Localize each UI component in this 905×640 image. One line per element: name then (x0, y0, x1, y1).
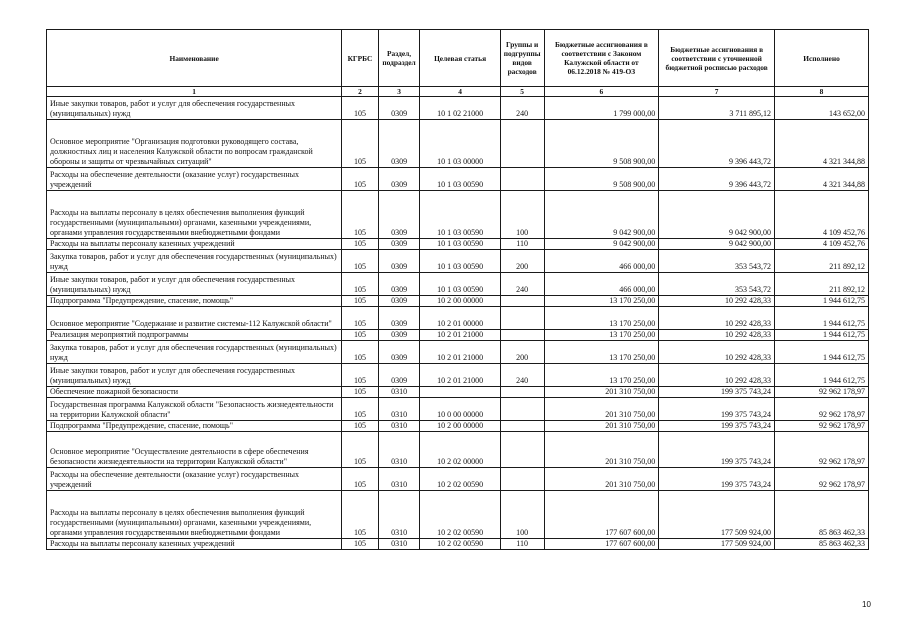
table-cell-section: 0309 (378, 250, 420, 273)
column-number-row (47, 87, 869, 97)
table-cell-refined-allocation: 9 042 900,00 (659, 191, 775, 239)
table-cell-expense-group: 110 (500, 239, 544, 250)
table-cell-name: Расходы на выплаты персоналу казенных учреждений (47, 239, 342, 250)
table-cell-section: 0309 (378, 341, 420, 364)
column-number: 2 (342, 87, 379, 97)
table-cell-kgrbs: 105 (342, 421, 379, 432)
table-cell-law-allocation: 201 310 750,00 (544, 432, 659, 468)
table-cell-refined-allocation: 177 509 924,00 (659, 539, 775, 550)
table-cell-executed: 92 962 178,97 (775, 387, 869, 398)
table-cell-target-article: 10 2 02 00000 (420, 432, 500, 468)
table-cell-refined-allocation: 353 543,72 (659, 273, 775, 296)
table-cell-target-article: 10 1 03 00590 (420, 168, 500, 191)
table-cell-name: Расходы на обеспечение деятельности (оказание услуг) государственных учреждений (47, 168, 342, 191)
table-cell-refined-allocation: 9 042 900,00 (659, 239, 775, 250)
column-number: 5 (500, 87, 544, 97)
column-number: 4 (420, 87, 500, 97)
table-cell-law-allocation: 177 607 600,00 (544, 539, 659, 550)
table-cell-law-allocation: 9 042 900,00 (544, 191, 659, 239)
table-cell-law-allocation: 466 000,00 (544, 250, 659, 273)
table-cell-kgrbs: 105 (342, 398, 379, 421)
table-cell-executed: 4 109 452,76 (775, 239, 869, 250)
table-cell-refined-allocation: 199 375 743,24 (659, 421, 775, 432)
table-cell-kgrbs: 105 (342, 432, 379, 468)
table-cell-law-allocation: 1 799 000,00 (544, 97, 659, 120)
table-cell-refined-allocation: 10 292 428,33 (659, 296, 775, 307)
table-cell-section: 0310 (378, 468, 420, 491)
table-cell-target-article: 10 0 00 00000 (420, 398, 500, 421)
table-cell-target-article: 10 1 03 00590 (420, 250, 500, 273)
table-cell-refined-allocation: 353 543,72 (659, 250, 775, 273)
table-cell-section: 0309 (378, 330, 420, 341)
table-cell-law-allocation: 201 310 750,00 (544, 398, 659, 421)
table-row (47, 168, 869, 191)
table-row (47, 273, 869, 296)
table-cell-refined-allocation: 10 292 428,33 (659, 307, 775, 330)
table-cell-name: Иные закупки товаров, работ и услуг для обеспечения государственных (муниципальных) нужд (47, 273, 342, 296)
table-cell-executed: 211 892,12 (775, 250, 869, 273)
table-cell-expense-group: 240 (500, 364, 544, 387)
header-executed: Исполнено (775, 30, 869, 87)
table-cell-expense-group: 240 (500, 273, 544, 296)
table-row (47, 539, 869, 550)
table-cell-name: Основное мероприятие "Организация подготовки руководящего состава, должностных лиц и населения Калужской области по вопросам гражданской обороны и защиты от чрезвычайных ситуаций" (47, 120, 342, 168)
table-cell-refined-allocation: 199 375 743,24 (659, 468, 775, 491)
table-cell-executed: 143 652,00 (775, 97, 869, 120)
table-cell-executed: 4 321 344,88 (775, 168, 869, 191)
header-kgrbs: КГРБС (342, 30, 379, 87)
table-cell-name: Основное мероприятие "Содержание и развитие системы-112 Калужской области" (47, 307, 342, 330)
table-cell-kgrbs: 105 (342, 97, 379, 120)
table-cell-law-allocation: 9 508 900,00 (544, 168, 659, 191)
table-cell-name: Расходы на выплаты персоналу казенных учреждений (47, 539, 342, 550)
table-row (47, 491, 869, 539)
table-cell-executed: 92 962 178,97 (775, 421, 869, 432)
table-row (47, 421, 869, 432)
table-cell-section: 0309 (378, 97, 420, 120)
table-cell-section: 0310 (378, 539, 420, 550)
table-cell-kgrbs: 105 (342, 330, 379, 341)
table-cell-name: Закупка товаров, работ и услуг для обеспечения государственных (муниципальных) нужд (47, 341, 342, 364)
table-cell-name: Подпрограмма "Предупреждение, спасение, помощь" (47, 296, 342, 307)
table-cell-refined-allocation: 177 509 924,00 (659, 491, 775, 539)
table-row (47, 296, 869, 307)
table-cell-kgrbs: 105 (342, 539, 379, 550)
table-cell-refined-allocation: 10 292 428,33 (659, 341, 775, 364)
table-cell-kgrbs: 105 (342, 491, 379, 539)
table-cell-target-article (420, 387, 500, 398)
table-cell-name: Реализация мероприятий подпрограммы (47, 330, 342, 341)
table-cell-target-article: 10 1 03 00000 (420, 120, 500, 168)
table-cell-expense-group: 200 (500, 250, 544, 273)
table-row (47, 387, 869, 398)
table-cell-executed: 85 863 462,33 (775, 491, 869, 539)
table-cell-executed: 211 892,12 (775, 273, 869, 296)
budget-table (46, 29, 869, 550)
table-cell-name: Основное мероприятие "Осуществление деятельности в сфере обеспечения безопасности жизнедеятельности на территории Калужской области" (47, 432, 342, 468)
table-cell-target-article: 10 1 03 00590 (420, 191, 500, 239)
table-cell-section: 0309 (378, 307, 420, 330)
table-cell-executed: 85 863 462,33 (775, 539, 869, 550)
table-row (47, 250, 869, 273)
table-cell-refined-allocation: 9 396 443,72 (659, 120, 775, 168)
table-cell-expense-group (500, 330, 544, 341)
table-cell-expense-group: 100 (500, 491, 544, 539)
table-cell-refined-allocation: 199 375 743,24 (659, 432, 775, 468)
table-cell-executed: 1 944 612,75 (775, 341, 869, 364)
table-cell-refined-allocation: 199 375 743,24 (659, 387, 775, 398)
table-cell-law-allocation: 201 310 750,00 (544, 468, 659, 491)
table-cell-expense-group (500, 307, 544, 330)
table-cell-name: Иные закупки товаров, работ и услуг для обеспечения государственных (муниципальных) нужд (47, 97, 342, 120)
table-cell-law-allocation: 9 042 900,00 (544, 239, 659, 250)
table-cell-section: 0310 (378, 398, 420, 421)
table-row (47, 468, 869, 491)
table-cell-kgrbs: 105 (342, 296, 379, 307)
table-cell-name: Расходы на обеспечение деятельности (оказание услуг) государственных учреждений (47, 468, 342, 491)
table-cell-section: 0309 (378, 239, 420, 250)
table-cell-name: Государственная программа Калужской области "Безопасность жизнедеятельности на территории Калужской области" (47, 398, 342, 421)
table-cell-expense-group (500, 468, 544, 491)
header-refined-allocations: Бюджетные ассигнования в соответствии с уточненной бюджетной росписью расходов (659, 30, 775, 87)
table-cell-target-article: 10 2 02 00590 (420, 468, 500, 491)
table-row (47, 120, 869, 168)
header-law-allocations: Бюджетные ассигнования в соответствии с Законом Калужской области от 06.12.2018 № 419-ОЗ (544, 30, 659, 87)
table-cell-target-article: 10 1 03 00590 (420, 239, 500, 250)
table-cell-section: 0309 (378, 296, 420, 307)
header-section: Раздел, подраздел (378, 30, 420, 87)
column-number: 8 (775, 87, 869, 97)
page-number: 10 (862, 600, 871, 609)
column-number: 6 (544, 87, 659, 97)
table-cell-target-article: 10 1 02 21000 (420, 97, 500, 120)
table-cell-target-article: 10 2 00 00000 (420, 296, 500, 307)
table-cell-kgrbs: 105 (342, 120, 379, 168)
table-cell-expense-group (500, 432, 544, 468)
table-cell-law-allocation: 13 170 250,00 (544, 364, 659, 387)
table-cell-section: 0310 (378, 387, 420, 398)
table-row (47, 330, 869, 341)
header-name: Наименование (47, 30, 342, 87)
table-cell-law-allocation: 13 170 250,00 (544, 341, 659, 364)
table-cell-law-allocation: 9 508 900,00 (544, 120, 659, 168)
table-cell-refined-allocation: 10 292 428,33 (659, 364, 775, 387)
table-cell-executed: 92 962 178,97 (775, 432, 869, 468)
table-cell-target-article: 10 2 01 21000 (420, 364, 500, 387)
table-cell-kgrbs: 105 (342, 468, 379, 491)
table-row (47, 239, 869, 250)
table-cell-kgrbs: 105 (342, 273, 379, 296)
table-cell-target-article: 10 2 01 00000 (420, 307, 500, 330)
table-cell-expense-group (500, 387, 544, 398)
table-row (47, 191, 869, 239)
table-cell-kgrbs: 105 (342, 307, 379, 330)
table-cell-executed: 1 944 612,75 (775, 307, 869, 330)
table-cell-name: Иные закупки товаров, работ и услуг для обеспечения государственных (муниципальных) нужд (47, 364, 342, 387)
table-cell-target-article: 10 1 03 00590 (420, 273, 500, 296)
table-row (47, 398, 869, 421)
table-cell-law-allocation: 201 310 750,00 (544, 421, 659, 432)
table-cell-expense-group (500, 398, 544, 421)
table-cell-law-allocation: 466 000,00 (544, 273, 659, 296)
table-cell-kgrbs: 105 (342, 341, 379, 364)
table-cell-expense-group: 240 (500, 97, 544, 120)
table-cell-target-article: 10 2 02 00590 (420, 539, 500, 550)
table-cell-section: 0309 (378, 364, 420, 387)
table-cell-expense-group: 110 (500, 539, 544, 550)
table-cell-refined-allocation: 10 292 428,33 (659, 330, 775, 341)
table-cell-name: Обеспечение пожарной безопасности (47, 387, 342, 398)
table-cell-law-allocation: 201 310 750,00 (544, 387, 659, 398)
table-cell-kgrbs: 105 (342, 387, 379, 398)
table-cell-law-allocation: 177 607 600,00 (544, 491, 659, 539)
table-cell-expense-group: 100 (500, 191, 544, 239)
table-cell-executed: 4 321 344,88 (775, 120, 869, 168)
table-cell-name: Расходы на выплаты персоналу в целях обеспечения выполнения функций государственными (муниципальными) органами, казенными учреждениями, органами управления государственными внебюджетными фондами (47, 491, 342, 539)
table-cell-section: 0310 (378, 491, 420, 539)
table-cell-law-allocation: 13 170 250,00 (544, 330, 659, 341)
table-cell-expense-group (500, 120, 544, 168)
table-cell-kgrbs: 105 (342, 250, 379, 273)
table-cell-target-article: 10 2 02 00590 (420, 491, 500, 539)
table-row (47, 364, 869, 387)
table-cell-refined-allocation: 199 375 743,24 (659, 398, 775, 421)
table-cell-target-article: 10 2 01 21000 (420, 341, 500, 364)
table-cell-refined-allocation: 3 711 895,12 (659, 97, 775, 120)
table-cell-executed: 92 962 178,97 (775, 398, 869, 421)
table-cell-name: Закупка товаров, работ и услуг для обеспечения государственных (муниципальных) нужд (47, 250, 342, 273)
table-row (47, 97, 869, 120)
table-cell-section: 0309 (378, 273, 420, 296)
table-cell-kgrbs: 105 (342, 364, 379, 387)
table-cell-section: 0309 (378, 120, 420, 168)
table-cell-kgrbs: 105 (342, 239, 379, 250)
table-cell-law-allocation: 13 170 250,00 (544, 296, 659, 307)
column-number: 7 (659, 87, 775, 97)
table-cell-target-article: 10 2 01 21000 (420, 330, 500, 341)
header-expense-groups: Группы и подгруппы видов расходов (500, 30, 544, 87)
table-cell-section: 0310 (378, 421, 420, 432)
table-row (47, 432, 869, 468)
table-cell-expense-group: 200 (500, 341, 544, 364)
table-cell-expense-group (500, 168, 544, 191)
table-cell-expense-group (500, 421, 544, 432)
table-cell-executed: 1 944 612,75 (775, 364, 869, 387)
table-cell-kgrbs: 105 (342, 191, 379, 239)
table-cell-refined-allocation: 9 396 443,72 (659, 168, 775, 191)
table-cell-section: 0310 (378, 432, 420, 468)
table-row (47, 341, 869, 364)
header-row (47, 30, 869, 87)
table-cell-expense-group (500, 296, 544, 307)
table-cell-executed: 92 962 178,97 (775, 468, 869, 491)
table-cell-name: Подпрограмма "Предупреждение, спасение, помощь" (47, 421, 342, 432)
column-number: 3 (378, 87, 420, 97)
table-cell-name: Расходы на выплаты персоналу в целях обеспечения выполнения функций государственными (муниципальными) органами, казенными учреждениями, органами управления государственными внебюджетными фондами (47, 191, 342, 239)
table-cell-executed: 1 944 612,75 (775, 296, 869, 307)
column-number: 1 (47, 87, 342, 97)
header-target-article: Целевая статья (420, 30, 500, 87)
table-cell-executed: 4 109 452,76 (775, 191, 869, 239)
table-cell-kgrbs: 105 (342, 168, 379, 191)
table-row (47, 307, 869, 330)
table-cell-target-article: 10 2 00 00000 (420, 421, 500, 432)
table-cell-section: 0309 (378, 168, 420, 191)
table-cell-law-allocation: 13 170 250,00 (544, 307, 659, 330)
table-cell-executed: 1 944 612,75 (775, 330, 869, 341)
table-cell-section: 0309 (378, 191, 420, 239)
